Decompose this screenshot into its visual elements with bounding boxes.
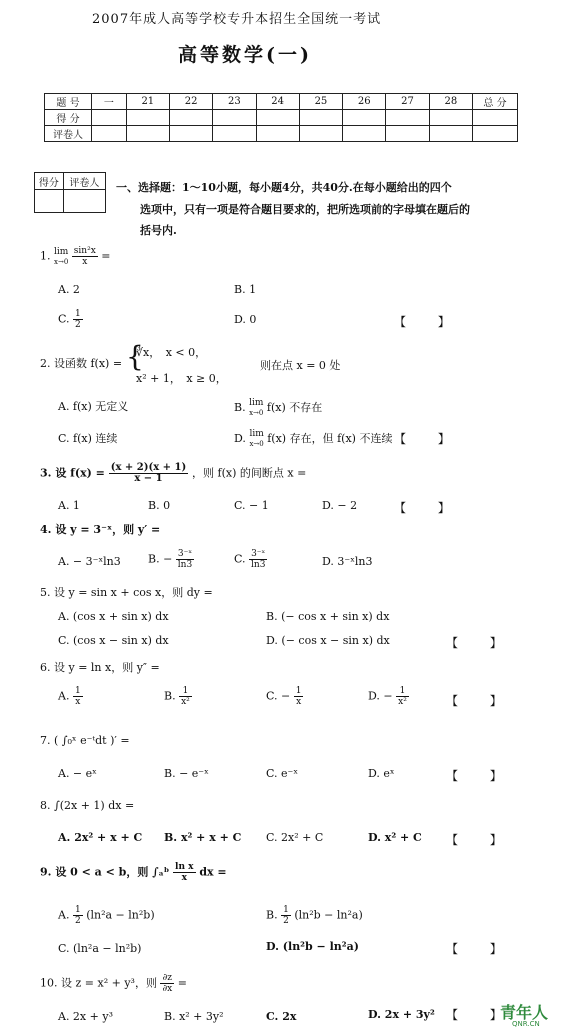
section-instructions: 括号内. (140, 224, 177, 237)
col-header: 28 (429, 94, 472, 110)
option-a: A. − 3⁻ˣln3 (58, 555, 121, 568)
col-header: 23 (213, 94, 256, 110)
answer-bracket: 【 】 (446, 1008, 516, 1022)
option-c: C. 2x (266, 1010, 297, 1023)
question-2: 2. 设函数 f(x) = (40, 357, 123, 370)
col-header: 27 (386, 94, 429, 110)
page-title: 高等数学(一) (178, 44, 312, 66)
grading-box (34, 172, 106, 213)
answer-bracket: 【 】 (446, 694, 516, 708)
option-c: C. − 1 (234, 499, 269, 512)
watermark-url: QNR.CN (512, 1020, 540, 1028)
option-a: A. 1 (58, 499, 80, 512)
option-d: D. lim x→0 f(x) 存在，但 f(x) 不连续 (234, 429, 393, 448)
option-b: B. (− cos x + sin x) dx (266, 610, 390, 623)
option-c: C. − $\frac{1}{x}$ (266, 686, 302, 707)
question-4: 4. 设 y = 3⁻ˣ，则 y′ = (40, 523, 161, 536)
option-c: C. 2x² + C (266, 831, 324, 844)
answer-bracket: 【 】 (446, 942, 516, 956)
option-c: C. $\frac{\text{3⁻ˣ}}{\ln 3}$ (234, 549, 266, 570)
answer-bracket: 【 】 (394, 315, 464, 329)
exam-title: 2007年成人高等学校专升本招生全国统一考试 (92, 12, 382, 27)
option-a: A. 2x² + x + C (58, 831, 143, 844)
option-d: D. − $\frac{1}{\text{x²}}$ (368, 686, 407, 707)
option-b: B. $\frac{1}{2}$ (ln²b − ln²a) (266, 905, 363, 926)
option-b: B. $\frac{1}{\text{x²}}$ (164, 686, 190, 707)
option-c: C. e⁻ˣ (266, 767, 298, 780)
table-row (45, 94, 518, 110)
option-d: D. (ln²b − ln²a) (266, 940, 359, 953)
case-2: x² + 1， x ≥ 0， (136, 372, 227, 385)
score-table (44, 93, 518, 142)
row-label: 题 号 (45, 94, 92, 110)
option-d: D. x² + C (368, 831, 422, 844)
option-b: B. lim x→0 f(x) 不存在 (234, 398, 323, 417)
option-a: A. f(x) 无定义 (58, 400, 129, 413)
option-d: D. − 2 (322, 499, 358, 512)
question-3: 3. 设 f(x) = $\frac{(x + 2)(x + 1)}{x - 1}$ ，则 f(x) 的间断点 x = (40, 462, 307, 484)
question-6: 6. 设 y = ln x，则 y″ = (40, 661, 160, 674)
col-header: 25 (299, 94, 342, 110)
score-label: 得分 (35, 173, 64, 190)
table-row (45, 110, 518, 126)
option-b: B. 1 (234, 283, 257, 296)
option-d: D. (− cos x − sin x) dx (266, 634, 390, 647)
option-c: C. (cos x − sin x) dx (58, 634, 169, 647)
question-9: 9. 设 0 < a < b，则 ∫ₐᵇ $\frac{\text{ln x}}{x}$ dx = (40, 862, 227, 883)
row-label: 评卷人 (45, 126, 92, 142)
answer-bracket: 【 】 (446, 636, 516, 650)
option-d: D. eˣ (368, 767, 395, 780)
answer-bracket: 【 】 (446, 833, 516, 847)
col-header: 一 (92, 94, 127, 110)
brace: { (126, 340, 144, 373)
option-a: A. 2x + y³ (58, 1010, 113, 1023)
question-2-tail: 则在点 x = 0 处 (260, 359, 341, 372)
section-heading: 一、选择题：1～10小题，每小题4分，共40分.在每小题给出的四个 (116, 181, 452, 194)
watermark-logo: 青年人 (500, 1003, 549, 1022)
col-header: 26 (343, 94, 386, 110)
section-instructions: 选项中，只有一项是符合题目要求的，把所选项前的字母填在题后的 (140, 203, 470, 216)
option-c: C. $\frac{1}{2}$ (58, 309, 81, 330)
col-header: 21 (126, 94, 169, 110)
option-b: B. 0 (148, 499, 171, 512)
option-a: A. $\frac{1}{2}$ (ln²a − ln²b) (58, 905, 155, 926)
option-c: C. (ln²a − ln²b) (58, 942, 142, 955)
col-header: 22 (169, 94, 212, 110)
question-8: 8. ∫(2x + 1) dx = (40, 799, 135, 812)
question-7: 7. ( ∫₀ˣ e⁻ᵗdt )′ = (40, 734, 130, 747)
option-c: C. f(x) 连续 (58, 432, 118, 445)
option-b: B. − $\frac{\text{3⁻ˣ}}{\ln 3}$ (148, 549, 193, 570)
answer-bracket: 【 】 (394, 501, 464, 515)
option-a: A. $\frac{1}{x}$ (58, 686, 81, 707)
grader-label: 评卷人 (63, 173, 105, 190)
question-10: 10. 设 z = x² + y³，则 $\frac{\partial z}{\partial x}$ = (40, 973, 187, 994)
table-row (45, 126, 518, 142)
question-1: 1. lim x→0 $\frac{\text{sin²x}}{x}$ = (40, 246, 111, 267)
option-d: D. 2x + 3y² (368, 1008, 435, 1021)
col-header: 24 (256, 94, 299, 110)
answer-bracket: 【 】 (446, 769, 516, 783)
option-d: D. 3⁻ˣln3 (322, 555, 373, 568)
option-d: D. 0 (234, 313, 257, 326)
answer-bracket: 【 】 (394, 432, 464, 446)
option-b: B. − e⁻ˣ (164, 767, 209, 780)
row-label: 得 分 (45, 110, 92, 126)
option-a: A. − eˣ (58, 767, 97, 780)
option-a: A. (cos x + sin x) dx (58, 610, 169, 623)
question-5: 5. 设 y = sin x + cos x，则 dy = (40, 586, 213, 599)
option-b: B. x² + x + C (164, 831, 242, 844)
option-a: A. 2 (58, 283, 80, 296)
total-header: 总 分 (473, 94, 518, 110)
case-1: ∛x， x < 0， (136, 346, 207, 359)
option-b: B. x² + 3y² (164, 1010, 224, 1023)
